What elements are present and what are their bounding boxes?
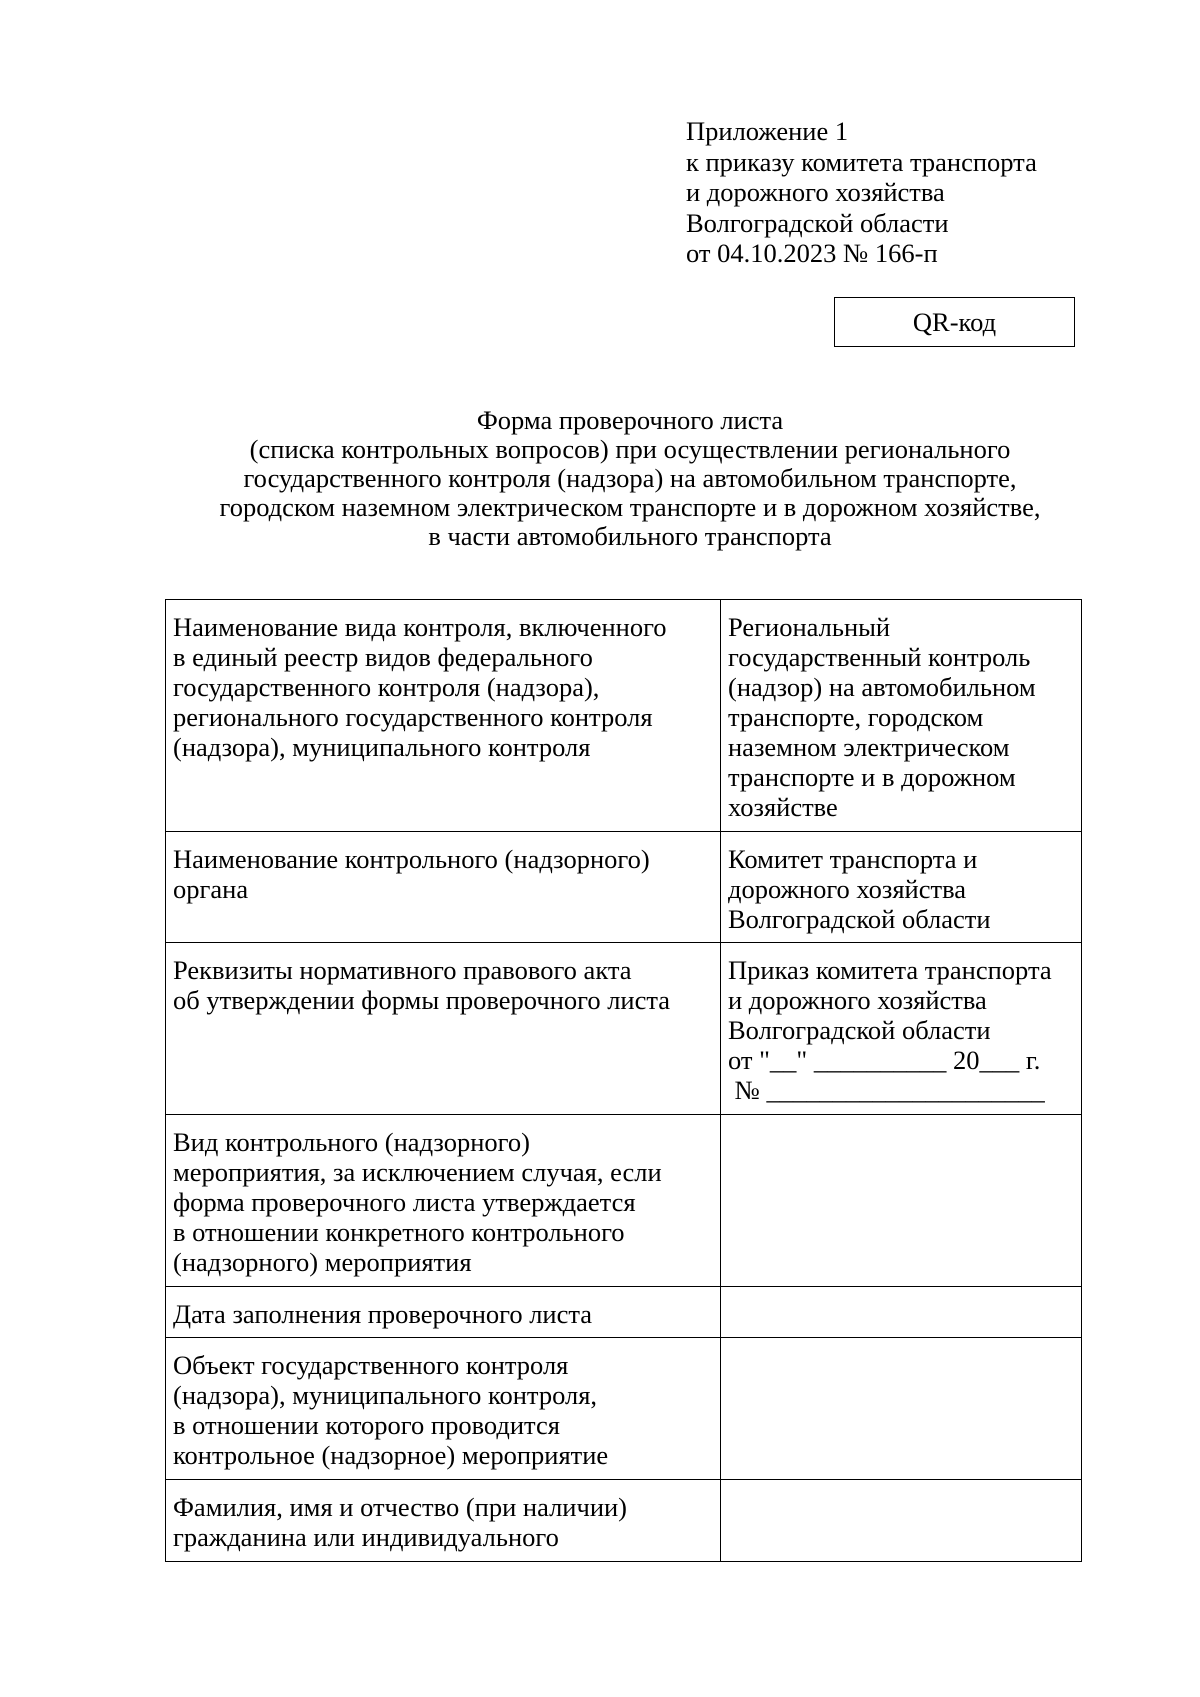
cell-line: Волгоградской области [728, 1015, 991, 1045]
cell-line: транспорте и в дорожном [728, 762, 1016, 792]
table-row [166, 1287, 1082, 1338]
row-label-cell [166, 600, 721, 832]
row-value-cell [721, 600, 1082, 832]
cell-line: (надзор) на автомобильном [728, 672, 1036, 702]
qr-code-label: QR-код [912, 306, 997, 337]
appendix-line: Приложение 1 [686, 116, 849, 146]
row-value-cell [721, 943, 1082, 1115]
row-value-cell [721, 832, 1082, 943]
qr-code-placeholder [834, 297, 1075, 347]
cell-line: в отношении конкретного контрольного [173, 1217, 625, 1247]
checklist-form-table [165, 599, 1082, 1562]
row-label-cell [166, 1338, 721, 1480]
cell-line: Волгоградской области [728, 904, 991, 934]
row-value-cell[interactable] [721, 1480, 1082, 1562]
cell-line: государственный контроль [728, 642, 1031, 672]
table-row [166, 1338, 1082, 1480]
table-row [166, 943, 1082, 1115]
cell-line: Вид контрольного (надзорного) [173, 1127, 530, 1157]
cell-line: Фамилия, имя и отчество (при наличии) [173, 1492, 628, 1522]
cell-line: (надзорного) мероприятия [173, 1247, 472, 1277]
cell-line: хозяйстве [728, 792, 838, 822]
table-row [166, 1115, 1082, 1287]
cell-line: № _____________________ [728, 1075, 1045, 1105]
table-row [166, 600, 1082, 832]
cell-line: в отношении которого проводится [173, 1410, 560, 1440]
row-value-cell[interactable] [721, 1338, 1082, 1480]
cell-line: от "__" __________ 20___ г. [728, 1045, 1041, 1075]
cell-line: Комитет транспорта и [728, 844, 978, 874]
row-value-cell[interactable] [721, 1115, 1082, 1287]
cell-line: наземном электрическом [728, 732, 1010, 762]
appendix-line: и дорожного хозяйства [686, 177, 945, 207]
cell-line: (надзора), муниципального контроля, [173, 1380, 598, 1410]
appendix-line: от 04.10.2023 № 166-п [686, 238, 938, 268]
cell-line: и дорожного хозяйства [728, 985, 987, 1015]
cell-line: об утверждении формы проверочного листа [173, 985, 671, 1015]
cell-line: гражданина или индивидуального [173, 1522, 559, 1552]
cell-line: Объект государственного контроля [173, 1350, 569, 1380]
table-row [166, 1480, 1082, 1562]
row-value-cell[interactable] [721, 1287, 1082, 1338]
appendix-line: Волгоградской области [686, 207, 949, 238]
appendix-line: к приказу комитета транспорта [686, 146, 1037, 177]
row-label-cell [166, 832, 721, 943]
cell-line: мероприятия, за исключением случая, если [173, 1157, 662, 1187]
title-line: в части автомобильного транспорта [428, 521, 832, 551]
cell-line: (надзора), муниципального контроля [173, 732, 591, 762]
cell-line: в единый реестр видов федерального [173, 642, 593, 672]
appendix-header [686, 116, 1037, 269]
cell-line: дорожного хозяйства [728, 874, 966, 904]
title-line: городском наземном электрическом транспорте и в дорожном хозяйстве, [219, 492, 1041, 522]
cell-line: Дата заполнения проверочного листа [173, 1299, 593, 1329]
cell-line: контрольное (надзорное) мероприятие [173, 1440, 609, 1470]
row-label-cell [166, 1115, 721, 1287]
cell-line: Приказ комитета транспорта [728, 955, 1052, 985]
row-label-cell [166, 943, 721, 1115]
title-line: Форма проверочного листа [476, 405, 784, 435]
cell-line: Наименование контрольного (надзорного) [173, 844, 650, 874]
cell-line: Наименование вида контроля, включенного [173, 612, 667, 642]
cell-line: транспорте, городском [728, 702, 984, 732]
cell-line: органа [173, 874, 249, 904]
cell-line: форма проверочного листа утверждается [173, 1187, 636, 1217]
cell-line: государственного контроля (надзора), [173, 672, 600, 702]
form-title [100, 406, 1160, 551]
row-label-cell [166, 1480, 721, 1562]
title-line: государственного контроля (надзора) на автомобильном транспорте, [243, 463, 1017, 493]
row-label-cell [166, 1287, 721, 1338]
cell-line: Реквизиты нормативного правового акта [173, 955, 632, 985]
title-line: (списка контрольных вопросов) при осуществлении регионального [249, 434, 1011, 464]
cell-line: регионального государственного контроля [173, 702, 653, 732]
cell-line: Региональный [728, 612, 891, 642]
table-row [166, 832, 1082, 943]
